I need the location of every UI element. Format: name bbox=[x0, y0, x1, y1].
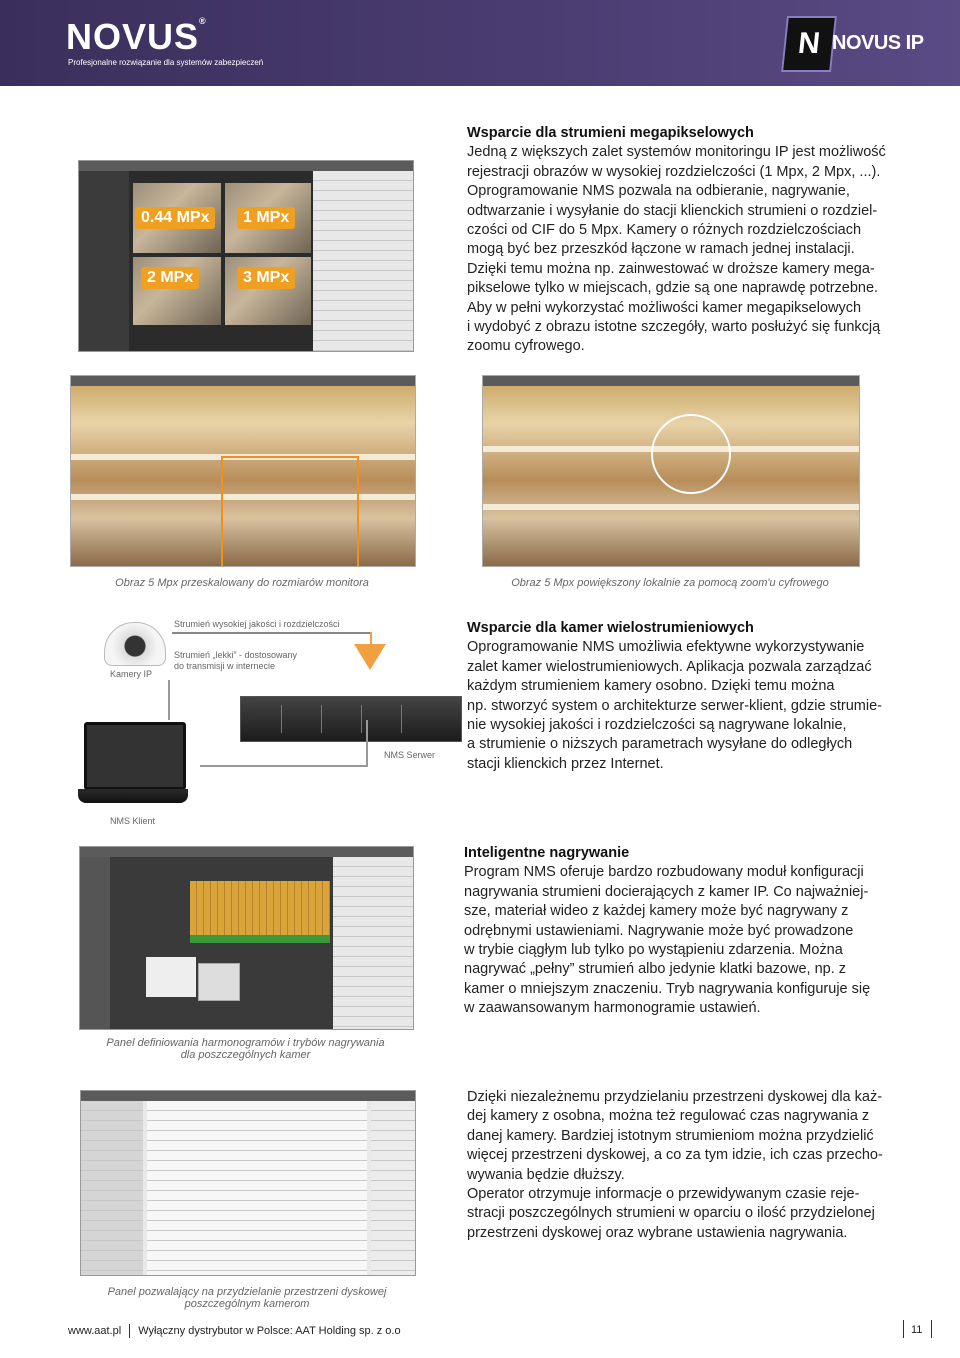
section-disk-space bbox=[467, 1088, 932, 1243]
arrow-down-icon bbox=[354, 644, 386, 670]
text-line: przestrzeni dyskowej oraz wybrane ustawienia nagrywania. bbox=[467, 1224, 848, 1241]
text-line: stacji klienckich przez Internet. bbox=[467, 755, 664, 772]
text-line: Oprogramowanie NMS pozwala na odbieranie, nagrywanie, bbox=[467, 183, 850, 200]
page-number-divider bbox=[931, 1320, 932, 1338]
window-titlebar bbox=[81, 1091, 415, 1101]
page-header bbox=[0, 0, 960, 86]
nms-server-icon bbox=[240, 696, 462, 742]
ip-camera-icon bbox=[104, 622, 166, 666]
text-line: w trybie ciągłym lub tylko po wystąpieniu zdarzenia. Można bbox=[464, 942, 843, 959]
page-number: 11 bbox=[911, 1324, 923, 1336]
stream-light-label-1: Strumień „lekki” - dostosowany bbox=[174, 650, 298, 660]
caption-schedule bbox=[79, 1037, 412, 1061]
text-line: zalet kamer wielostrumieniowych. Aplikacja pozwala zarządzać bbox=[467, 658, 872, 675]
text-line: danej kamery. Bardziej istotnym strumieniom można przydzielić bbox=[467, 1127, 874, 1144]
caption-line: poszczególnym kamerom bbox=[184, 1298, 310, 1310]
window-titlebar bbox=[71, 376, 415, 386]
page-number-divider bbox=[903, 1320, 904, 1338]
text-line: stracji poszczególnych strumieni w oparciu o ilość przydzielonej bbox=[467, 1205, 875, 1222]
resolution-label: 3 MPx bbox=[237, 267, 295, 289]
text-line: wywania będzie dłuższy. bbox=[467, 1166, 625, 1183]
text-line: dej kamery z osobna, można też regulować czas nagrywania z bbox=[467, 1108, 870, 1125]
text-line: mogą być bez przeszkód łączone w ramach jednej instalacji. bbox=[467, 241, 855, 258]
text-line: nie wysokiej jakości i rozdzielczości są nagrywane lokalnie, bbox=[467, 717, 847, 734]
text-line: Jedną z większych zalet systemów monitoringu IP jest możliwość bbox=[467, 144, 886, 161]
stream-light-label-2: do transmisji w internecie bbox=[174, 661, 276, 671]
client-label: NMS Klient bbox=[110, 816, 156, 826]
text-line: odrębnymi ustawieniami. Nagrywanie może być prowadzone bbox=[464, 922, 854, 939]
tagline: Profesjonalne rozwiązanie dla systemów zabezpieczeń bbox=[68, 58, 264, 67]
text-line: i wydobyć z obrazu istotne szczegóły, warto posłużyć się funkcją bbox=[467, 319, 881, 336]
nms-megapixel-screenshot bbox=[78, 160, 414, 352]
store-scaled-image bbox=[70, 375, 416, 567]
section-title: Wsparcie dla strumieni megapikselowych bbox=[467, 125, 754, 141]
text-line: więcej przestrzeni dyskowej, a co za tym idzie, ich czas przecho- bbox=[467, 1147, 883, 1164]
section-title: Inteligentne nagrywanie bbox=[464, 845, 630, 861]
caption-line: dla poszczególnych kamer bbox=[180, 1049, 311, 1061]
product-title: NOVUS IP bbox=[832, 32, 924, 54]
text-line: czości od CIF do 5 Mpx. Kamery o różnych rozdzielczościach bbox=[467, 222, 862, 239]
caption-disk bbox=[80, 1286, 414, 1310]
caption-zoomed: Obraz 5 Mpx powiększony lokalnie za pomocą zoom'u cyfrowego bbox=[511, 577, 829, 589]
text-line: Operator otrzymuje informacje o przewidywanym czasie reje- bbox=[467, 1186, 860, 1203]
section-title: Wsparcie dla kamer wielostrumieniowych bbox=[467, 620, 754, 636]
text-line: Dzięki niezależnemu przydzielaniu przestrzeni dyskowej dla każ- bbox=[467, 1089, 883, 1105]
text-line: pikselowe tylko w miejscach, gdzie są one naprawdę potrzebne. bbox=[467, 280, 879, 297]
store-zoomed-image bbox=[482, 375, 860, 567]
connection-line bbox=[200, 765, 368, 767]
camera-label: Kamery IP bbox=[110, 669, 153, 679]
window-titlebar bbox=[483, 376, 859, 386]
text-line: Aby w pełni wykorzystać możliwości kamer megapikselowych bbox=[467, 299, 862, 316]
laptop-screen bbox=[84, 722, 186, 790]
text-line: w zaawansowanym harmonogramie ustawień. bbox=[464, 1000, 761, 1017]
event-list bbox=[333, 857, 413, 1029]
zoom-region-box bbox=[221, 456, 359, 567]
schedule-panel-screenshot bbox=[79, 846, 414, 1030]
footer-url[interactable]: www.aat.pl bbox=[68, 1324, 122, 1337]
shelf bbox=[483, 504, 859, 510]
text-line: np. stworzyć system o architekturze serwer-klient, gdzie strumie- bbox=[467, 697, 882, 714]
text-line: rejestracji obrazów w wysokiej rozdzielczości (1 Mpx, 2 Mpx, ...). bbox=[467, 163, 881, 180]
section-smart-recording bbox=[464, 844, 934, 1019]
window-titlebar bbox=[80, 847, 413, 857]
footer-distributor: Wyłączny dystrybutor w Polsce: AAT Holding sp. z o.o bbox=[138, 1324, 401, 1337]
schedule-grid bbox=[190, 881, 330, 935]
text-line: Program NMS oferuje bardzo rozbudowany moduł konfiguracji bbox=[464, 864, 864, 881]
camera-list bbox=[80, 857, 110, 1029]
text-line: a strumienie o niższych parametrach wysyłane do odległych bbox=[467, 736, 853, 753]
schedule-grid-row bbox=[190, 935, 330, 943]
text-line: nagrywać „pełny” strumień albo jedynie klatki bazowe, np. z bbox=[464, 961, 847, 978]
section-multistream bbox=[467, 619, 927, 774]
nms-client-laptop-icon bbox=[78, 789, 188, 803]
resolution-label: 0.44 MPx bbox=[135, 207, 215, 229]
storage-list bbox=[371, 1101, 415, 1275]
control-panel bbox=[79, 171, 129, 351]
text-line: nagrywania strumieni docierających z kamer IP. Co najważniej- bbox=[464, 883, 869, 900]
caption-line: Panel definiowania harmonogramów i trybów nagrywania bbox=[106, 1037, 385, 1049]
text-line: kamer o mniejszym znaczeniu. Tryb nagrywania konfiguruje się bbox=[464, 980, 871, 997]
stream-high-line bbox=[172, 632, 370, 634]
connection-line bbox=[366, 720, 368, 766]
stream-high-label: Strumień wysokiej jakości i rozdzielczości bbox=[174, 619, 340, 629]
novus-logo: NOVUS® bbox=[66, 16, 207, 57]
footer-divider bbox=[129, 1324, 130, 1338]
allocation-table bbox=[147, 1101, 367, 1275]
resolution-label: 1 MPx bbox=[237, 207, 295, 229]
settings-dialog bbox=[198, 963, 240, 1001]
text-line: Dzięki temu można np. zainwestować w droższe kamery mega- bbox=[467, 260, 875, 277]
novus-ip-badge-icon: N bbox=[781, 16, 837, 72]
server-label: NMS Serwer bbox=[384, 750, 436, 760]
connection-line bbox=[168, 680, 170, 720]
text-line: każdym strumieniem kamery osobno. Dzięki temu można bbox=[467, 678, 835, 695]
resolution-label: 2 MPx bbox=[141, 267, 199, 289]
text-line: sze, materiał wideo z każdej kamery może być nagrywany z bbox=[464, 903, 849, 920]
text-line: zoomu cyfrowego. bbox=[467, 338, 585, 355]
section-megapixel bbox=[467, 124, 927, 357]
text-line: Oprogramowanie NMS umożliwia efektywne wykorzystywanie bbox=[467, 639, 865, 656]
caption-line: Panel pozwalający na przydzielanie przestrzeni dyskowej bbox=[107, 1286, 387, 1298]
window-titlebar bbox=[79, 161, 413, 171]
disk-allocation-screenshot bbox=[80, 1090, 416, 1276]
page-footer bbox=[68, 1324, 401, 1338]
camera-list bbox=[313, 171, 413, 351]
zoom-circle bbox=[651, 414, 731, 494]
camera-list bbox=[81, 1101, 143, 1275]
text-line: odtwarzanie i wysyłanie do stacji klienckich strumieni o rozdziel- bbox=[467, 202, 878, 219]
calendar bbox=[146, 957, 196, 997]
caption-scaled: Obraz 5 Mpx przeskalowany do rozmiarów monitora bbox=[115, 577, 369, 589]
